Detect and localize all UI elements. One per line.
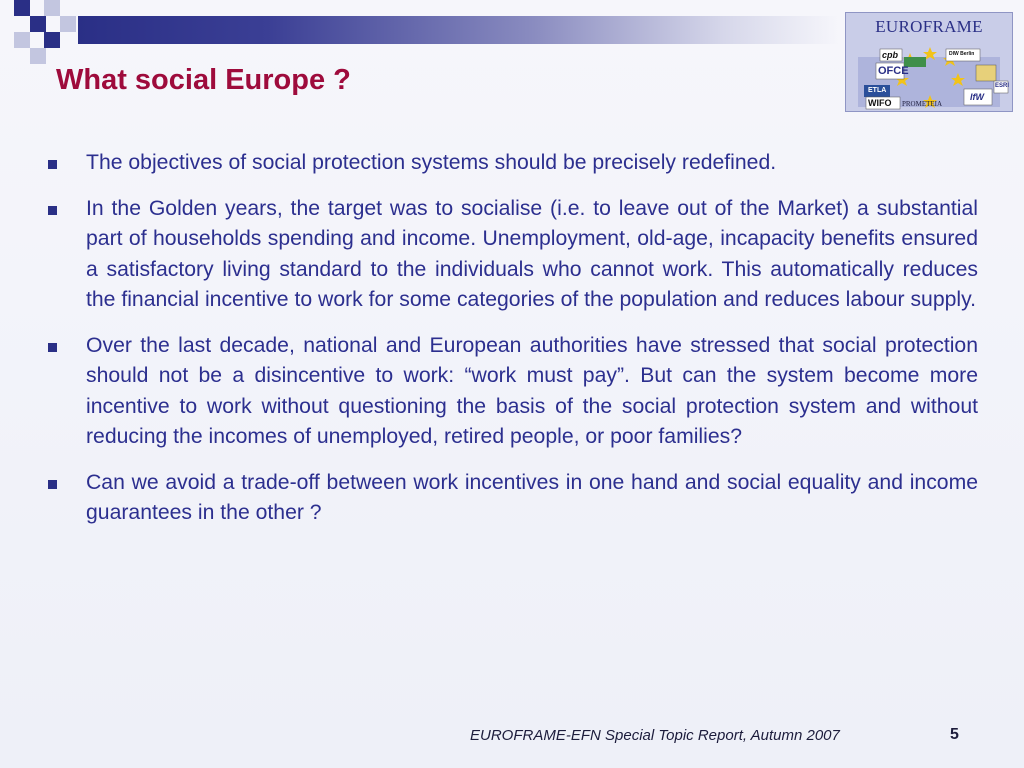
decor-square (14, 32, 30, 48)
logo-member-esri: ESRI (995, 83, 1010, 89)
bullet-text: In the Golden years, the target was to socialise (i.e. to leave out of the Market) a substantial part of households spending and income. Unemployment, old-age, incapacity benefits ensured a satisfactory living standard to the individuals who cannot work. This automatically reduces the financial incentive to work for some categories of the population and reduces labour supply. (86, 196, 978, 311)
euroframe-logo (845, 12, 1013, 112)
logo-member-prometeia: PROMETEIA (902, 100, 943, 108)
bullet-text: Over the last decade, national and European authorities have stressed that social protection should not be a disincentive to work: “work must pay”. But can the system become more incentive to work without questioning the basis of the social protection system and without reducing the incomes of unemployed, retired people, or poor families? (86, 333, 978, 448)
footer-report-title: EUROFRAME-EFN Special Topic Report, Autumn 2007 (470, 727, 840, 744)
logo-member-etla: ETLA (868, 87, 887, 94)
header-gradient-bar (78, 16, 838, 44)
square-bullet-icon (48, 480, 57, 489)
logo-title: EUROFRAME (875, 17, 983, 36)
decor-square (44, 32, 60, 48)
bullet-item (48, 331, 978, 453)
decor-square (30, 16, 46, 32)
bullet-text: Can we avoid a trade-off between work incentives in one hand and social equality and income guarantees in the other ? (86, 470, 978, 524)
square-bullet-icon (48, 160, 57, 169)
page-number: 5 (950, 726, 959, 743)
bullet-list (48, 148, 978, 544)
bullet-item (48, 148, 978, 179)
bullet-item (48, 194, 978, 316)
bullet-item (48, 468, 978, 529)
slide-title: What social Europe ? (56, 64, 351, 96)
decor-square (30, 48, 46, 64)
decor-square (44, 0, 60, 16)
square-bullet-icon (48, 206, 57, 215)
logo-member-ifw: IfW (970, 92, 984, 102)
logo-member-cpb: cpb (882, 50, 899, 60)
bullet-text: The objectives of social protection systems should be precisely redefined. (86, 151, 777, 174)
square-bullet-icon (48, 343, 57, 352)
decor-square (14, 0, 30, 16)
logo-member-ofce: OFCE (878, 65, 909, 77)
logo-member-wifo: WIFO (868, 98, 892, 108)
logo-member-diw: DIW Berlin (949, 51, 975, 57)
decor-square (60, 16, 76, 32)
